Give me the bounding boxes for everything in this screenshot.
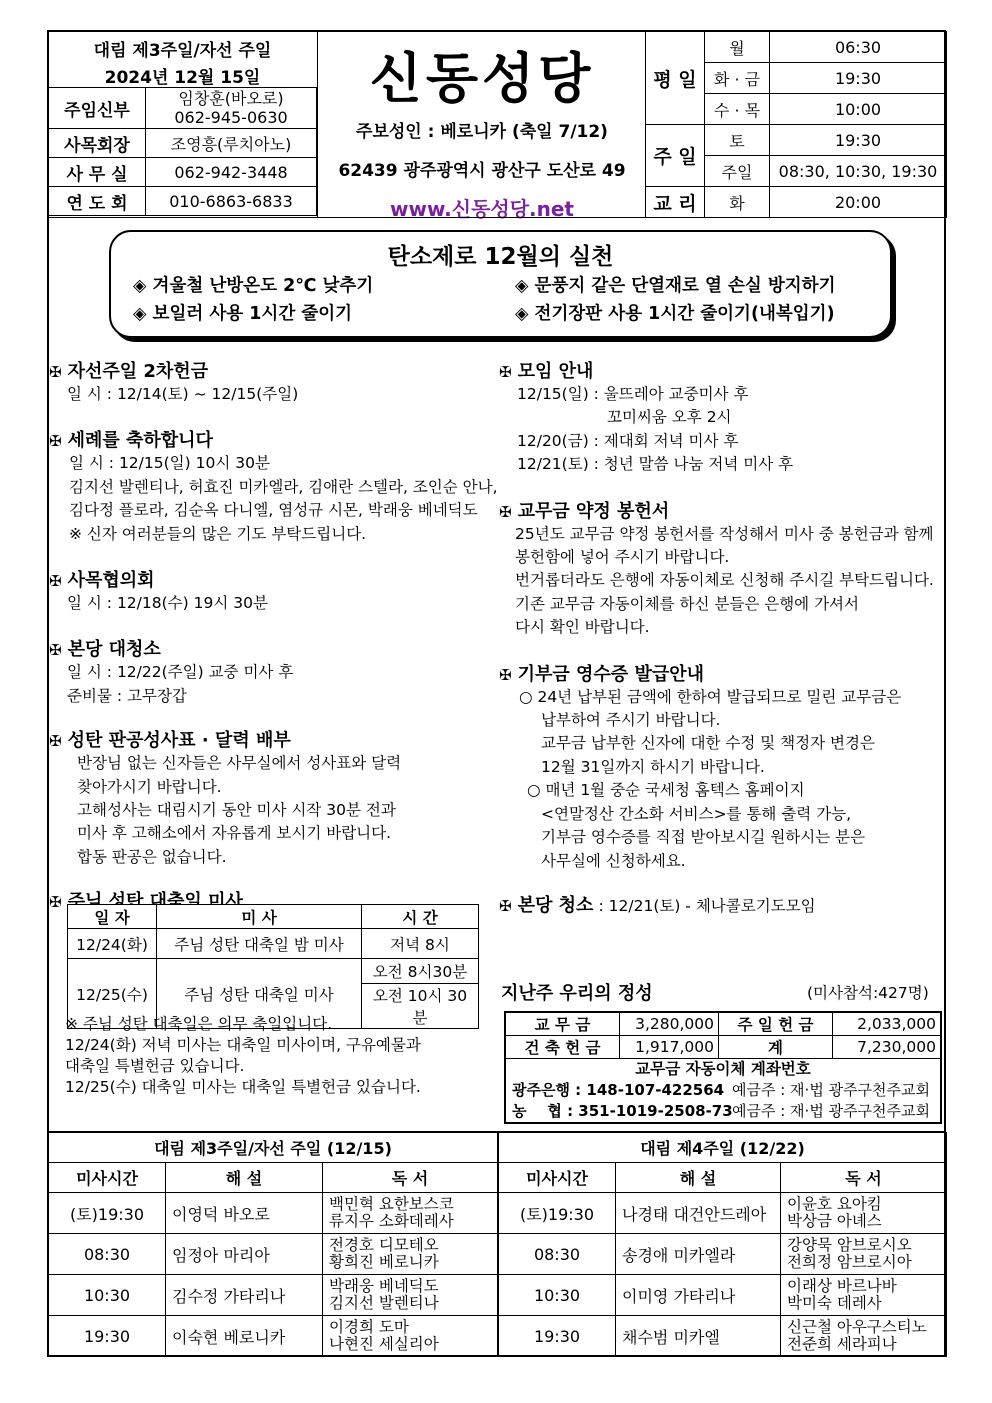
- church-name: 신동성당: [369, 47, 595, 110]
- table-header: 일 자: [68, 905, 157, 929]
- mass-time: (토)19:30: [499, 1193, 616, 1234]
- contact-value: 062-942-3448: [146, 158, 317, 187]
- table-header: 미 사: [157, 905, 362, 929]
- table-cell: 저녁 8시: [362, 929, 479, 959]
- section-body: 일 시 : 12/18(수) 19시 30분: [67, 594, 268, 613]
- sunday-label: 주 일: [646, 125, 705, 187]
- carbon-zero-banner: [109, 230, 892, 338]
- section-body: 일 시 : 12/22(주일) 교중 미사 후 준비물 : 고무장갑: [67, 663, 294, 705]
- mass-day: 화: [705, 187, 770, 218]
- table-cell: 주님 성탄 대축일 밤 미사: [157, 929, 362, 959]
- section-title: ✠ 주님 성탄 대축일 미사: [49, 891, 243, 913]
- contacts-table: [48, 87, 317, 216]
- readers: 전경호 디모테오 황희진 베로니카: [323, 1234, 498, 1275]
- commentator: 나경태 대건안드레아: [616, 1193, 781, 1234]
- mass-time: 10:30: [49, 1275, 166, 1316]
- mass-time: 19:30: [770, 125, 947, 156]
- header-center: [317, 32, 646, 221]
- church-address: 62439 광주광역시 광산구 도산로 49: [338, 161, 626, 181]
- schedule-header: 미사시간: [499, 1163, 616, 1193]
- christmas-notes: ※ 주님 성탄 대축일은 의무 축일입니다. 12/24(화) 저녁 미사는 대축일 미사이며, 구유예물과 대축일 특별헌금 있습니다. 12/25(수) 대축일 미사는 대축일 특별헌금 있습니다.: [65, 1015, 421, 1096]
- schedule-header: 독 서: [781, 1163, 947, 1193]
- readers: 백민혁 요한보스코 류지우 소화데레사: [323, 1193, 498, 1234]
- mass-day: 주일: [705, 156, 770, 187]
- offering-label: 계: [719, 1036, 833, 1059]
- offering-title: 지난주 우리의 정성: [501, 983, 653, 1004]
- offering-value: 2,033,000: [833, 1013, 941, 1036]
- commentator: 채수범 미카엘: [616, 1316, 781, 1357]
- section-body: 반장님 없는 신자들은 사무실에서 성사표와 달력 찾아가시기 바랍니다. 고해성사는 대림시기 동안 미사 시작 30분 전과 미사 후 고해소에서 자유롭게 보시기 바랍니다. 합동 판공은 없습니다.: [77, 754, 402, 866]
- offering-box: [504, 1011, 942, 1124]
- section-title: ✠ 자선주일 2차헌금: [49, 361, 209, 382]
- mass-time: 19:30: [499, 1316, 616, 1357]
- banner-item: ◈ 겨울철 난방온도 2℃ 낮추기: [133, 276, 374, 296]
- mass-time: 06:30: [770, 32, 947, 63]
- mass-day: 월: [705, 32, 770, 63]
- contact-value: 010-6863-6833: [146, 187, 317, 216]
- account-row: 광주은행 : 148-107-422564 예금주 : 재·법 광주구천주교회: [512, 1081, 931, 1099]
- mass-times-table: [645, 31, 947, 218]
- schedule-week2: [498, 1132, 947, 1357]
- mass-time: 08:30: [49, 1234, 166, 1275]
- section-title: ✠ 본당 대청소: [49, 639, 161, 661]
- header-divider: [49, 217, 946, 218]
- section-title: ✠ 모임 안내: [499, 361, 594, 382]
- table-cell: 주님 성탄 대축일 미사: [157, 959, 362, 1029]
- mass-time: 08:30: [499, 1234, 616, 1275]
- commentator: 김수정 가타리나: [166, 1275, 323, 1316]
- offering-value: 7,230,000: [833, 1036, 941, 1059]
- contact-value: 임창훈(바오로) 062-945-0630: [146, 88, 317, 129]
- mass-day: 화 · 금: [705, 63, 770, 94]
- section-body: 일 시 : 12/15(일) 10시 30분 김지선 발렌티나, 허효진 미카엘라, 김애란 스텔라, 조인순 안나, 김다정 플로라, 김순옥 다니엘, 염성규 시몬, 박래웅 베네딕도 ※ 신자 여러분들의 많은 기도 부탁드립니다.: [69, 454, 498, 543]
- weekday-label: 평 일: [646, 32, 705, 125]
- mass-time: 10:00: [770, 94, 947, 125]
- section-body: 일 시 : 12/14(토) ~ 12/15(주일): [67, 385, 299, 403]
- mass-time: 20:00: [770, 187, 947, 218]
- section-title: ✠ 교무금 약정 봉헌서: [499, 500, 670, 522]
- commentator: 임정아 마리아: [166, 1234, 323, 1275]
- christmas-mass-table: [67, 904, 479, 1029]
- commentator: 이미영 가타리나: [616, 1275, 781, 1316]
- contact-label: 사 무 실: [49, 158, 146, 187]
- contact-value: 조영흥(루치아노): [146, 129, 317, 158]
- section-title: ✠ 사목협의회: [49, 570, 155, 592]
- banner-item: ◈ 보일러 사용 1시간 줄이기: [133, 304, 353, 324]
- mass-time: (토)19:30: [49, 1193, 166, 1234]
- contact-label: 주임신부: [49, 88, 146, 129]
- banner-title: 탄소제로 12월의 실천: [387, 244, 614, 270]
- schedule-header: 미사시간: [49, 1163, 166, 1193]
- account-row: 농 협 : 351-1019-2508-73 예금주 : 재·법 광주구천주교회: [512, 1102, 931, 1120]
- mass-time: 10:30: [499, 1275, 616, 1316]
- table-cell: 12/25(수): [68, 959, 157, 1029]
- patron-saint: 주보성인 : 베로니카 (축일 7/12): [356, 122, 608, 142]
- section-title: ✠ 기부금 영수증 발급안내: [499, 663, 704, 685]
- table-cell: 12/24(화): [68, 929, 157, 959]
- table-header: 시 간: [362, 905, 479, 929]
- contact-label: 사목회장: [49, 129, 146, 158]
- offering-table: [506, 1013, 940, 1059]
- offering-label: 주 일 헌 금: [719, 1013, 833, 1036]
- right-column: [499, 357, 944, 918]
- account-title: 교무금 자동이체 계좌번호: [635, 1060, 811, 1078]
- contact-label: 연 도 회: [49, 187, 146, 216]
- mass-time: 19:30: [770, 63, 947, 94]
- schedule-title: 대림 제3주일/자선 주일 (12/15): [49, 1133, 498, 1163]
- week-title: 대림 제3주일/자선 주일: [93, 41, 272, 61]
- attendance-count: (미사참석:427명): [807, 984, 929, 1002]
- offering-label: 건 축 헌 금: [506, 1036, 620, 1059]
- banner-item: ◈ 전기장판 사용 1시간 줄이기(내복입기): [515, 304, 835, 324]
- mass-day: 수 · 목: [705, 94, 770, 125]
- schedule-title: 대림 제4주일 (12/22): [499, 1133, 947, 1163]
- section-body: 12/15(일) : 울뜨레아 교중미사 후 꼬미씨움 오후 2시 12/20(금) : 제대회 저녁 미사 후 12/21(토) : 청년 말씀 나눔 저녁 미사 후: [517, 385, 794, 474]
- offering-value: 1,917,000: [620, 1036, 719, 1059]
- readers: 신근철 아우구스티노 전준희 세라피나: [781, 1316, 947, 1357]
- commentator: 이영덕 바오로: [166, 1193, 323, 1234]
- offering-label: 교 무 금: [506, 1013, 620, 1036]
- commentator: 이숙현 베로니카: [166, 1316, 323, 1357]
- readers: 이윤호 요아킴 박상금 아녜스: [781, 1193, 947, 1234]
- table-cell: 오전 8시30분: [362, 959, 479, 984]
- header-week-box: [49, 32, 316, 88]
- offering-value: 3,280,000: [620, 1013, 719, 1036]
- table-cell: 오전 10시 30분: [362, 984, 479, 1029]
- bulletin-page: [47, 30, 946, 1357]
- section-body: ○ 24년 납부된 금액에 한하여 발급되므로 밀린 교무금은 납부하여 주시기 바랍니다. 교무금 납부한 신자에 대한 수정 및 책정자 변경은 12월 31일까지 하시기 바랍니다. ○ 매년 1월 중순 국세청 홈텍스 홈페이지 <연말정산 간소화 서비스>를 통해 출력 가능, 기부금 영수증를 직접 받아보시길 원하시는 분은 사무실에 신청하세요.: [519, 687, 902, 870]
- website-link[interactable]: www.신동성당.net: [390, 197, 574, 221]
- cleaning-notice: ✠ 본당 청소 : 12/21(토) - 체나콜로기도모임: [499, 894, 816, 916]
- schedule-week1: [48, 1132, 498, 1357]
- schedule-header: 독 서: [323, 1163, 498, 1193]
- readers: 이래상 바르나바 박미숙 데레사: [781, 1275, 947, 1316]
- readers: 이경희 도마 나현진 세실리아: [323, 1316, 498, 1357]
- section-body: 25년도 교무금 약정 봉헌서를 작성해서 미사 중 봉헌금과 함께 봉헌함에 넣어 주시기 바랍니다. 번거롭더라도 은행에 자동이체로 신청해 주시길 부탁드립니다. 기존 교무금 자동이체를 하신 분들은 은행에 가셔서 다시 확인 바랍니다.: [515, 524, 934, 637]
- banner-item: ◈ 문풍지 같은 단열재로 열 손실 방지하기: [515, 276, 836, 296]
- bulletin-date: 2024년 12월 15일: [104, 68, 261, 88]
- mass-time: 19:30: [49, 1316, 166, 1357]
- schedule-header: 해 설: [166, 1163, 323, 1193]
- section-title: ✠ 세례를 축하합니다: [49, 430, 213, 452]
- mass-day: 토: [705, 125, 770, 156]
- schedule-header: 해 설: [616, 1163, 781, 1193]
- section-title: ✠ 성탄 판공성사표 · 달력 배부: [49, 730, 291, 752]
- commentator: 송경애 미카엘라: [616, 1234, 781, 1275]
- catechism-label: 교 리: [646, 187, 705, 218]
- left-column: [49, 357, 498, 913]
- readers: 강양묵 암브로시오 전희정 암브로시아: [781, 1234, 947, 1275]
- readers: 박래웅 베네딕도 김지선 발렌티나: [323, 1275, 498, 1316]
- mass-time: 08:30, 10:30, 19:30: [770, 156, 947, 187]
